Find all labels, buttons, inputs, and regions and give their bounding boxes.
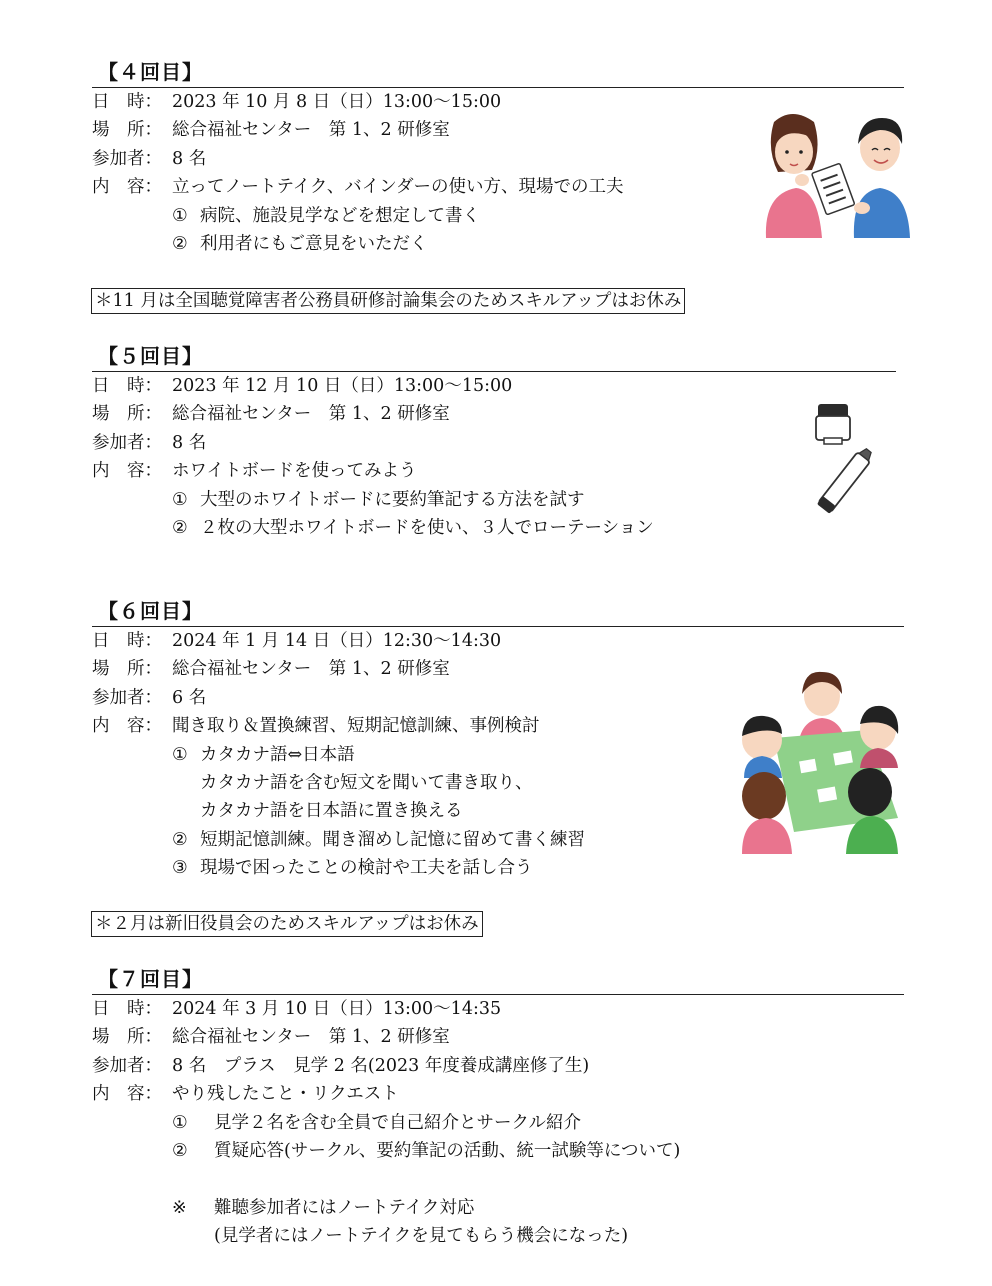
note: [92, 1194, 904, 1222]
content-value: 聞き取り＆置換練習、短期記憶訓練、事例検討: [172, 716, 540, 737]
place-label: 場 所：: [92, 120, 162, 141]
group-discussion-icon: [738, 668, 904, 856]
list-item: [92, 1137, 904, 1165]
list-item-continuation: カタカナ語を含む短文を聞いて書き取り、: [200, 772, 533, 793]
date-label: 日 時：: [92, 999, 162, 1019]
item-number: ②: [172, 233, 188, 254]
place-row: [92, 400, 904, 428]
item-text: 見学２名を含む全員で自己紹介とサークル紹介: [214, 1112, 581, 1133]
session-5: [92, 341, 904, 542]
date-label: 日 時：: [92, 376, 162, 396]
date-value: 2023 年 10 月 8 日（日）13:00～15:00: [172, 92, 502, 112]
place-value: 総合福祉センター 第 1、2 研修室: [172, 1027, 450, 1048]
note-mark: ※: [172, 1197, 187, 1218]
session-title: 【４回目】: [98, 60, 203, 84]
place-label: 場 所：: [92, 1027, 162, 1048]
place-label: 場 所：: [92, 659, 162, 680]
content-label: 内 容：: [92, 1084, 162, 1105]
item-text: カタカナ語⇔日本語: [200, 744, 355, 765]
item-number: ①: [172, 489, 188, 510]
item-number: ②: [172, 829, 188, 850]
attendees-label: 参加者：: [92, 687, 162, 708]
content-value: 立ってノートテイク、バインダーの使い方、現場での工夫: [172, 177, 624, 198]
list-item: [92, 514, 904, 542]
date-value: 2024 年 1 月 14 日（日）12:30～14:30: [172, 631, 502, 651]
list-item-continuation: カタカナ語を日本語に置き換える: [200, 801, 463, 822]
attendees-row: [92, 429, 904, 457]
spacer: [92, 1165, 904, 1193]
session-title: 【７回目】: [98, 967, 203, 991]
item-text: 質疑応答(サークル、要約筆記の活動、統一試験等について): [214, 1140, 681, 1161]
item-number: ①: [172, 1112, 188, 1133]
date-value: 2024 年 3 月 10 日（日）13:00～14:35: [172, 999, 502, 1019]
item-text: 利用者にもご意見をいただく: [200, 233, 428, 254]
notice-box: ＊11 月は全国聴覚障害者公務員研修討論集会のためスキルアップはお休み: [91, 288, 685, 314]
place-value: 総合福祉センター 第 1、2 研修室: [172, 659, 450, 680]
date-row: [92, 995, 904, 1023]
item-number: ②: [172, 1140, 188, 1161]
attendees-label: 参加者：: [92, 1055, 162, 1076]
item-number: ①: [172, 744, 188, 765]
list-item: [92, 1109, 904, 1137]
content-label: 内 容：: [92, 177, 162, 198]
content-row: [92, 1080, 904, 1108]
attendees-label: 参加者：: [92, 432, 162, 453]
people-with-clipboard-icon: [756, 108, 916, 242]
marker-pen-icon: [796, 402, 880, 528]
content-label: 内 容：: [92, 716, 162, 737]
place-label: 場 所：: [92, 404, 162, 425]
note-continuation: (見学者にはノートテイクを見てもらう機会になった): [214, 1226, 629, 1247]
list-item: [92, 854, 904, 882]
place-row: [92, 1023, 904, 1051]
item-text: 短期記憶訓練。聞き溜めし記憶に留めて書く練習: [200, 829, 585, 850]
session-title: 【６回目】: [98, 599, 203, 623]
attendees-value: 6 名: [172, 687, 207, 708]
item-text: 現場で困ったことの検討や工夫を話し合う: [200, 858, 533, 879]
place-value: 総合福祉センター 第 1、2 研修室: [172, 404, 450, 425]
item-number: ①: [172, 205, 188, 226]
date-label: 日 時：: [92, 631, 162, 651]
date-row: [92, 627, 904, 655]
content-label: 内 容：: [92, 461, 162, 482]
content-value: ホワイトボードを使ってみよう: [172, 461, 417, 482]
session-title: 【５回目】: [98, 344, 203, 368]
item-text: 大型のホワイトボードに要約筆記する方法を試す: [200, 489, 585, 510]
item-text: 病院、施設見学などを想定して書く: [200, 205, 480, 226]
content-row: [92, 457, 904, 485]
attendees-value: 8 名 プラス 見学 2 名(2023 年度養成講座修了生): [172, 1055, 590, 1076]
attendees-row: [92, 1052, 904, 1080]
item-text: ２枚の大型ホワイトボードを使い、３人でローテーション: [200, 517, 654, 538]
date-label: 日 時：: [92, 92, 162, 112]
date-row: [92, 372, 904, 400]
list-item: [92, 486, 904, 514]
attendees-value: 8 名: [172, 432, 207, 453]
attendees-value: 8 名: [172, 148, 207, 169]
notice-box: ＊２月は新旧役員会のためスキルアップはお休み: [91, 911, 483, 937]
item-number: ②: [172, 517, 188, 538]
date-value: 2023 年 12 月 10 日（日）13:00～15:00: [172, 376, 513, 396]
content-value: やり残したこと・リクエスト: [172, 1084, 399, 1105]
place-value: 総合福祉センター 第 1、2 研修室: [172, 120, 450, 141]
attendees-label: 参加者：: [92, 148, 162, 169]
session-7: [92, 964, 904, 1251]
note-text: 難聴参加者にはノートテイク対応: [214, 1197, 475, 1218]
item-number: ③: [172, 858, 188, 879]
